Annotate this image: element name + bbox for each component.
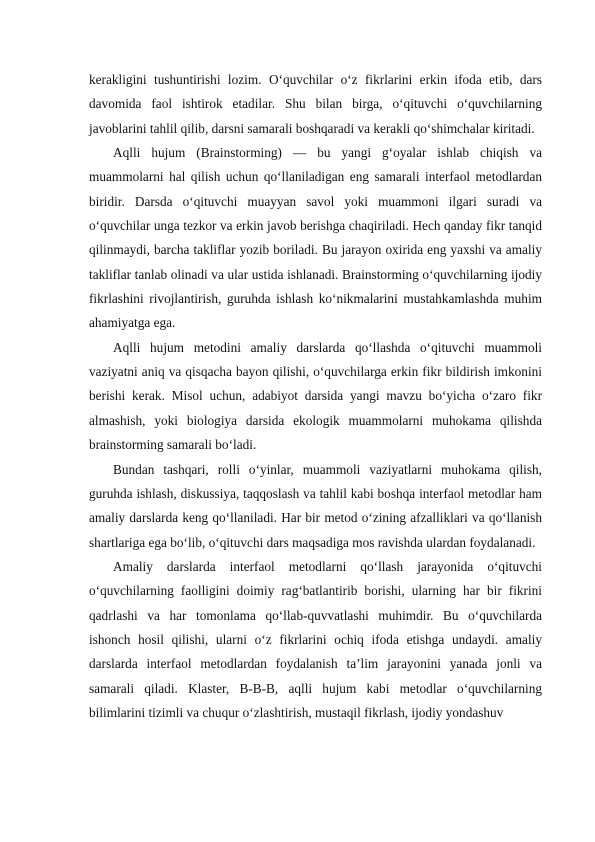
paragraph-1: kerakligini tushuntirishi lozim. O‘quvchilar o‘z fikrlarini erkin ifoda etib, dars davomida faol ishtirok etadilar. Shu bilan birga, o‘qituvchi o‘quvchilarning javoblarini tahlil qilib, darsni samarali boshqaradi va kerakli qo‘shimchalar kiritadi.: [89, 72, 542, 136]
body-text: [89, 68, 542, 725]
paragraph-4: Bundan tashqari, rolli o‘yinlar, muammoli vaziyatlarni muhokama qilish, guruhda ishlash, diskussiya, taqqoslash va tahlil kabi boshqa interfaol metodlar ham amaliy darslarda keng qo‘llaniladi. Har bir metod o‘zining afzalliklari va qo‘llanish shartlariga ega bo‘lib, o‘qituvchi dars maqsadiga mos ravishda ulardan foydalanadi.: [89, 461, 542, 550]
paragraph-3: Aqlli hujum metodini amaliy darslarda qo‘llashda o‘qituvchi muammoli vaziyatni aniq va qisqacha bayon qilishi, o‘quvchilarga erkin fikr bildirish imkonini berishi kerak. Misol uchun, adabiyot darsida yangi mavzu bo‘yicha o‘zaro fikr almashish, yoki biologiya darsida ekologik muammolarni muhokama qilishda brainstorming samarali bo‘ladi.: [89, 339, 542, 453]
paragraph-2: Aqlli hujum (Brainstorming) — bu yangi g‘oyalar ishlab chiqish va muammolarni hal qilish uchun qo‘llaniladigan eng samarali interfaol metodlardan biridir. Darsda o‘qituvchi muayyan savol yoki muammoni ilgari suradi va o‘quvchilar unga tezkor va erkin javob berishga chaqiriladi. Hech qanday fikr tanqid qilinmaydi, barcha takliflar yozib boriladi. Bu jarayon oxirida eng yaxshi va amaliy takliflar tanlab olinadi va ular ustida ishlanadi. Brainstorming o‘quvchilarning ijodiy fikrlashini rivojlantirish, guruhda ishlash ko‘nikmalarini mustahkamlashda muhim ahamiyatga ega.: [89, 145, 542, 331]
paragraph-5: Amaliy darslarda interfaol metodlarni qo‘llash jarayonida o‘qituvchi o‘quvchilarning faolligini doimiy rag‘batlantirib borishi, ularning har bir fikrini qadrlashi va har tomonlama qo‘llab-quvvatlashi muhimdir. Bu o‘quvchilarda ishonch hosil qilishi, ularni o‘z fikrlarini ochiq ifoda etishga undaydi. amaliy darslarda interfaol metodlardan foydalanish ta’lim jarayonini yanada jonli va samarali qiladi. Klaster, B-B-B, aqlli hujum kabi metodlar o‘quvchilarning bilimlarini tizimli va chuqur o‘zlashtirish, mustaqil fikrlash, ijodiy yondashuv: [89, 558, 542, 720]
